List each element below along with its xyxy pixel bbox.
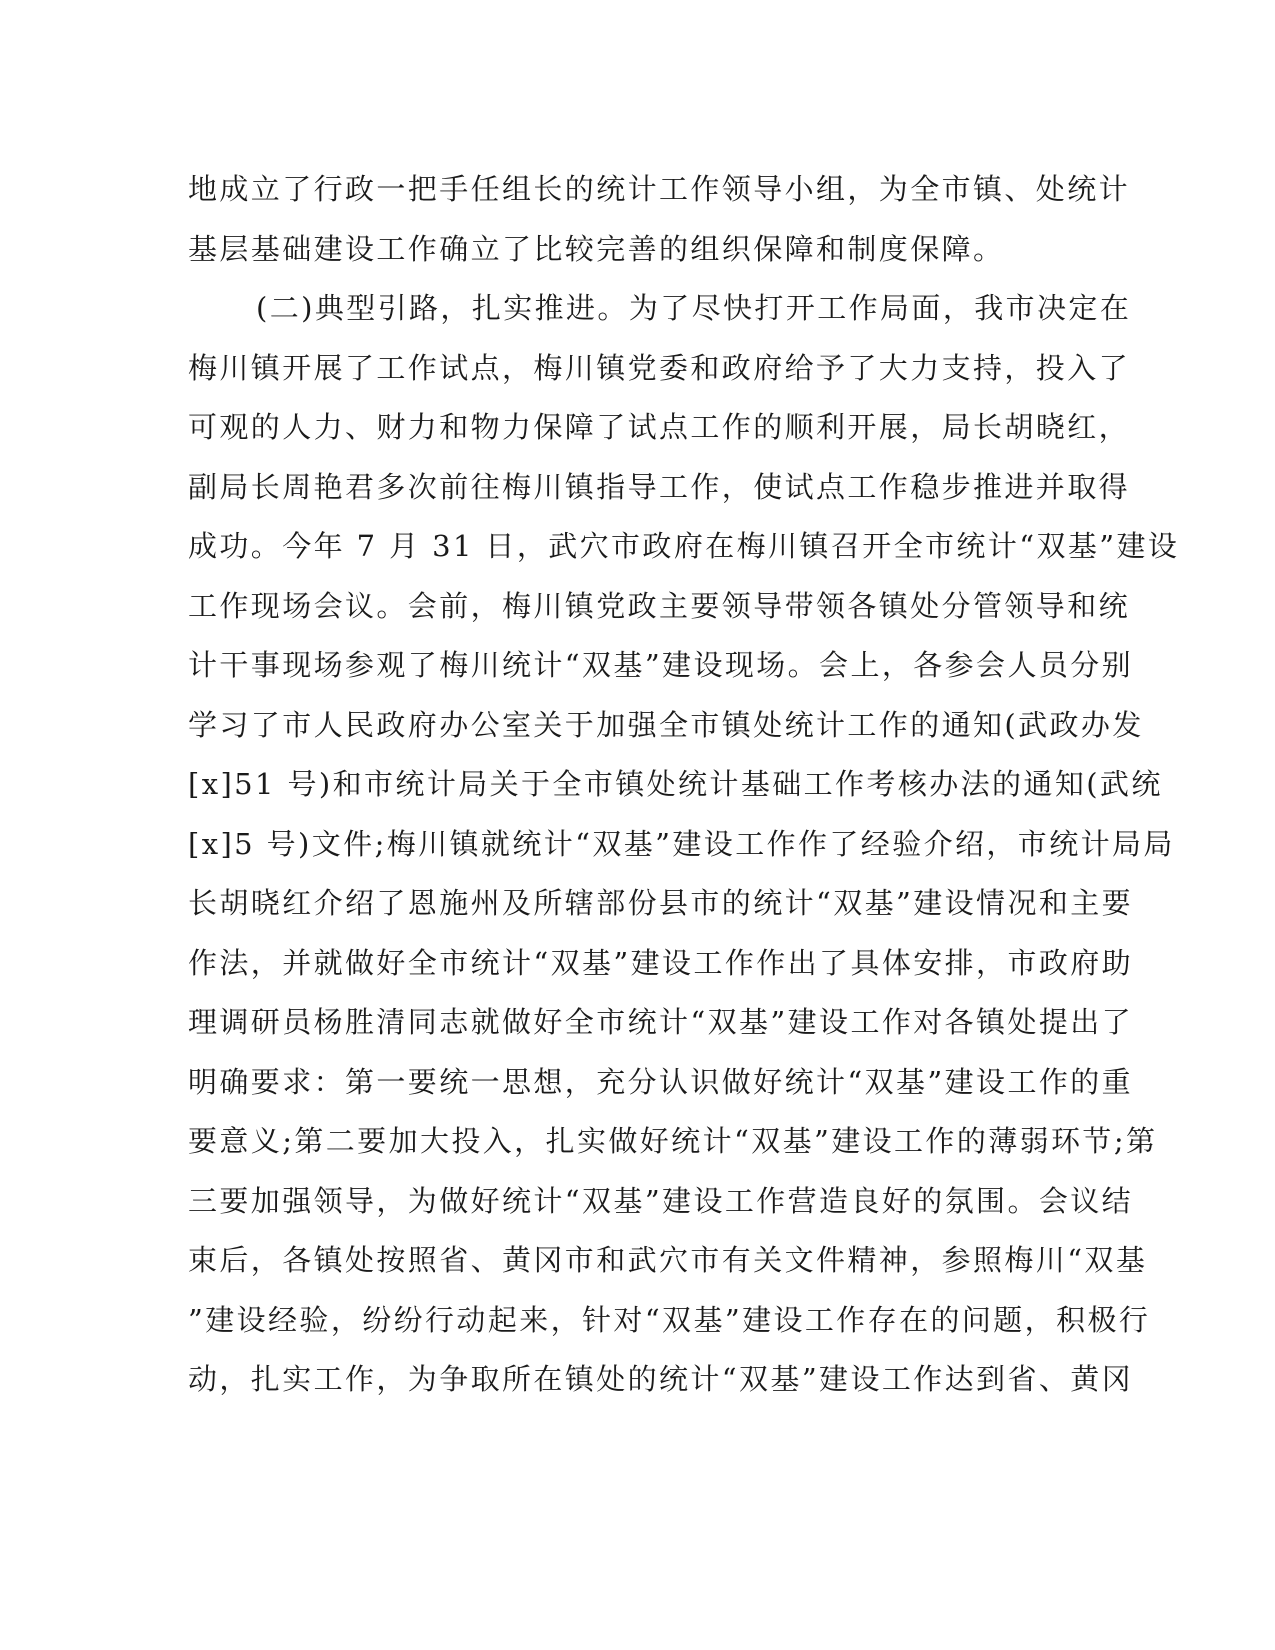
text-line: 三要加强领导，为做好统计“双基”建设工作营造良好的氛围。会议结 xyxy=(188,1183,1134,1218)
text-line: 成功。今年 7 月 31 日，武穴市政府在梅川镇召开全市统计“双基”建设 xyxy=(188,529,1180,563)
text-line: 工作现场会议。会前，梅川镇党政主要领导带领各镇处分管领导和统 xyxy=(188,588,1131,623)
text-line: 梅川镇开展了工作试点，梅川镇党委和政府给予了大力支持，投入了 xyxy=(188,350,1131,385)
text-line: 明确要求：第一要统一思想，充分认识做好统计“双基”建设工作的重 xyxy=(188,1064,1134,1099)
text-line: 作法，并就做好全市统计“双基”建设工作作出了具体安排，市政府助 xyxy=(188,945,1134,980)
text-line: 要意义;第二要加大投入，扎实做好统计“双基”建设工作的薄弱环节;第 xyxy=(188,1124,1158,1158)
text-line: [x]51 号)和市统计局关于全市镇处统计基础工作考核办法的通知(武统 xyxy=(188,767,1163,801)
paragraph-start-line: (二)典型引路，扎实推进。为了尽快打开工作局面，我市决定在 xyxy=(256,291,1132,325)
text-line: [x]5 号)文件;梅川镇就统计“双基”建设工作作了经验介绍，市统计局局 xyxy=(188,826,1175,861)
text-line: ”建设经验，纷纷行动起来，针对“双基”建设工作存在的问题，积极行 xyxy=(188,1302,1151,1337)
text-line: 可观的人力、财力和物力保障了试点工作的顺利开展，局长胡晓红， xyxy=(188,410,1131,444)
text-line: 学习了市人民政府办公室关于加强全市镇处统计工作的通知(武政办发 xyxy=(188,707,1144,742)
text-line: 束后，各镇处按照省、黄冈市和武穴市有关文件精神，参照梅川“双基 xyxy=(188,1243,1148,1277)
text-line: 理调研员杨胜清同志就做好全市统计“双基”建设工作对各镇处提出了 xyxy=(188,1005,1134,1039)
body-text xyxy=(188,160,1180,1410)
text-line: 地成立了行政一把手任组长的统计工作领导小组，为全市镇、处统计 xyxy=(188,172,1131,206)
text-line: 长胡晓红介绍了恩施州及所辖部份县市的统计“双基”建设情况和主要 xyxy=(188,886,1134,920)
text-line: 基层基础建设工作确立了比较完善的组织保障和制度保障。 xyxy=(188,231,1005,266)
text-line: 计干事现场参观了梅川统计“双基”建设现场。会上，各参会人员分别 xyxy=(188,648,1134,682)
text-line: 副局长周艳君多次前往梅川镇指导工作，使试点工作稳步推进并取得 xyxy=(188,469,1131,504)
text-line: 动，扎实工作，为争取所在镇处的统计“双基”建设工作达到省、黄冈 xyxy=(188,1362,1134,1396)
